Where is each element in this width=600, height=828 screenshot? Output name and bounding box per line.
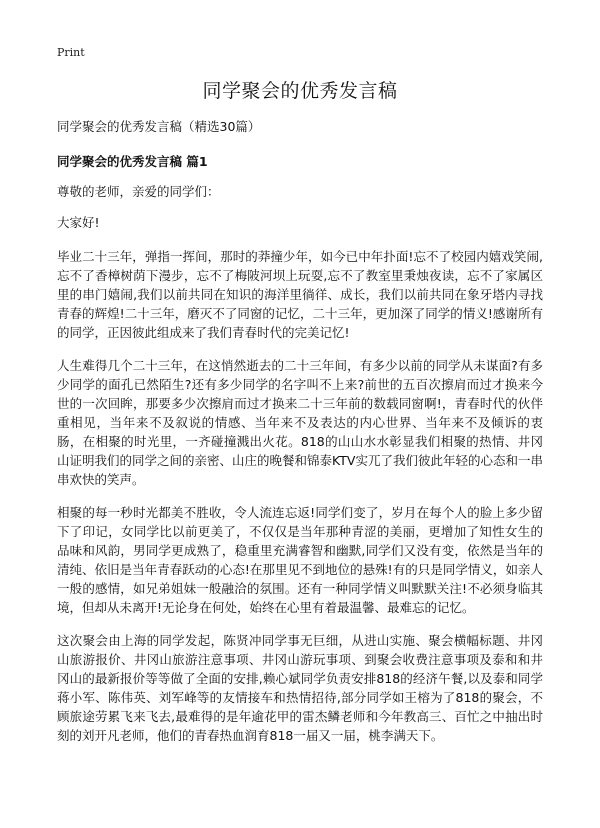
paragraph: 人生难得几个二十三年，在这悄然逝去的二十三年间，有多少以前的同学从未谋面?有多少同学的面孔已然陌生?还有多少同学的名字叫不上来?前世的五百次擦肩而过才换来今世的一次回眸，那要多少次擦肩而过才换来二十三年前的数载同窗啊!，青春时代的伙伴重相见，当年来不及叙说的情感、当年来不及表达的内心世界、当年来不及倾诉的衷肠，在相聚的时光里，一齐碰撞溅出火花。818的山山水水彰显我们相聚的热情、井冈山证明我们的同学之间的亲密、山庄的晚餐和锦泰KTV实兀了我们彼此年轻的心态和一串串欢快的笑声。 xyxy=(57,358,543,487)
article-subtitle: 同学聚会的优秀发言稿（精选30篇） xyxy=(57,119,261,134)
paragraph: 毕业二十三年，弹指一挥间，那时的莽撞少年，如今已中年扑面!忘不了校园内嬉戏笑闹,忘不了香樟树荫下漫步，忘不了梅陂河坝上玩耍,忘不了教室里秉烛夜读，忘不了家属区里的串门嬉闹,我们以前共同在知识的海洋里徜徉、成长，我们以前共同在象牙塔内寻找青春的辉煌!二十三年，磨灭不了同窗的记忆，二十三年，更加深了同学的情义!感谢所有的同学，正因彼此组成来了我们青春时代的完美记忆! xyxy=(57,249,543,340)
article-body xyxy=(57,118,543,759)
hello-line: 大家好! xyxy=(57,215,100,230)
section-heading: 同学聚会的优秀发言稿 篇1 xyxy=(57,154,208,169)
page-title: 同学聚会的优秀发言稿 xyxy=(202,80,398,102)
greeting-line: 尊敬的老师，亲爱的同学们： xyxy=(57,184,220,199)
print-link[interactable]: Print xyxy=(57,46,85,59)
paragraph: 这次聚会由上海的同学发起，陈贤冲同学事无巨细，从进山实施、聚会横幅标题、井冈山旅游报价、井冈山旅游注意事项、井冈山游玩事项、到聚会收费注意事项及泰和和井冈山的最新报价等等做了全面的安排,赖心斌同学负责安排818的经济午餐,以及泰和同学蒋小军、陈伟英、刘军峰等的友情接车和热情招待,部分同学如王榕为了818的聚会，不顾旅途劳累飞来飞去,最难得的是年逾花甲的雷杰鳞老师和今年教高三、百忙之中抽出时刻的刘开凡老师，他们的青春热血润育818一届又一届，桃李满天下。 xyxy=(57,633,543,743)
paragraph: 相聚的每一秒时光都美不胜收，令人流连忘返!同学们变了，岁月在每个人的脸上多少留下了印记，女同学比以前更美了，不仅仅是当年那种青涩的美丽，更增加了知性女生的品味和风韵，男同学更成熟了，稳重里充满睿智和幽默,同学们又没有变，依然是当年的清纯、依旧是当年青春跃动的心态!在那里见不到地位的悬殊!有的只是同学情义，如亲人一般的感情，如兄弟姐妹一般融洽的氛围。还有一种同学情义叫默默关注!不必须身临其境，但却从未离开!无论身在何处，始终在心里有着最温馨、最难忘的记忆。 xyxy=(57,505,543,615)
